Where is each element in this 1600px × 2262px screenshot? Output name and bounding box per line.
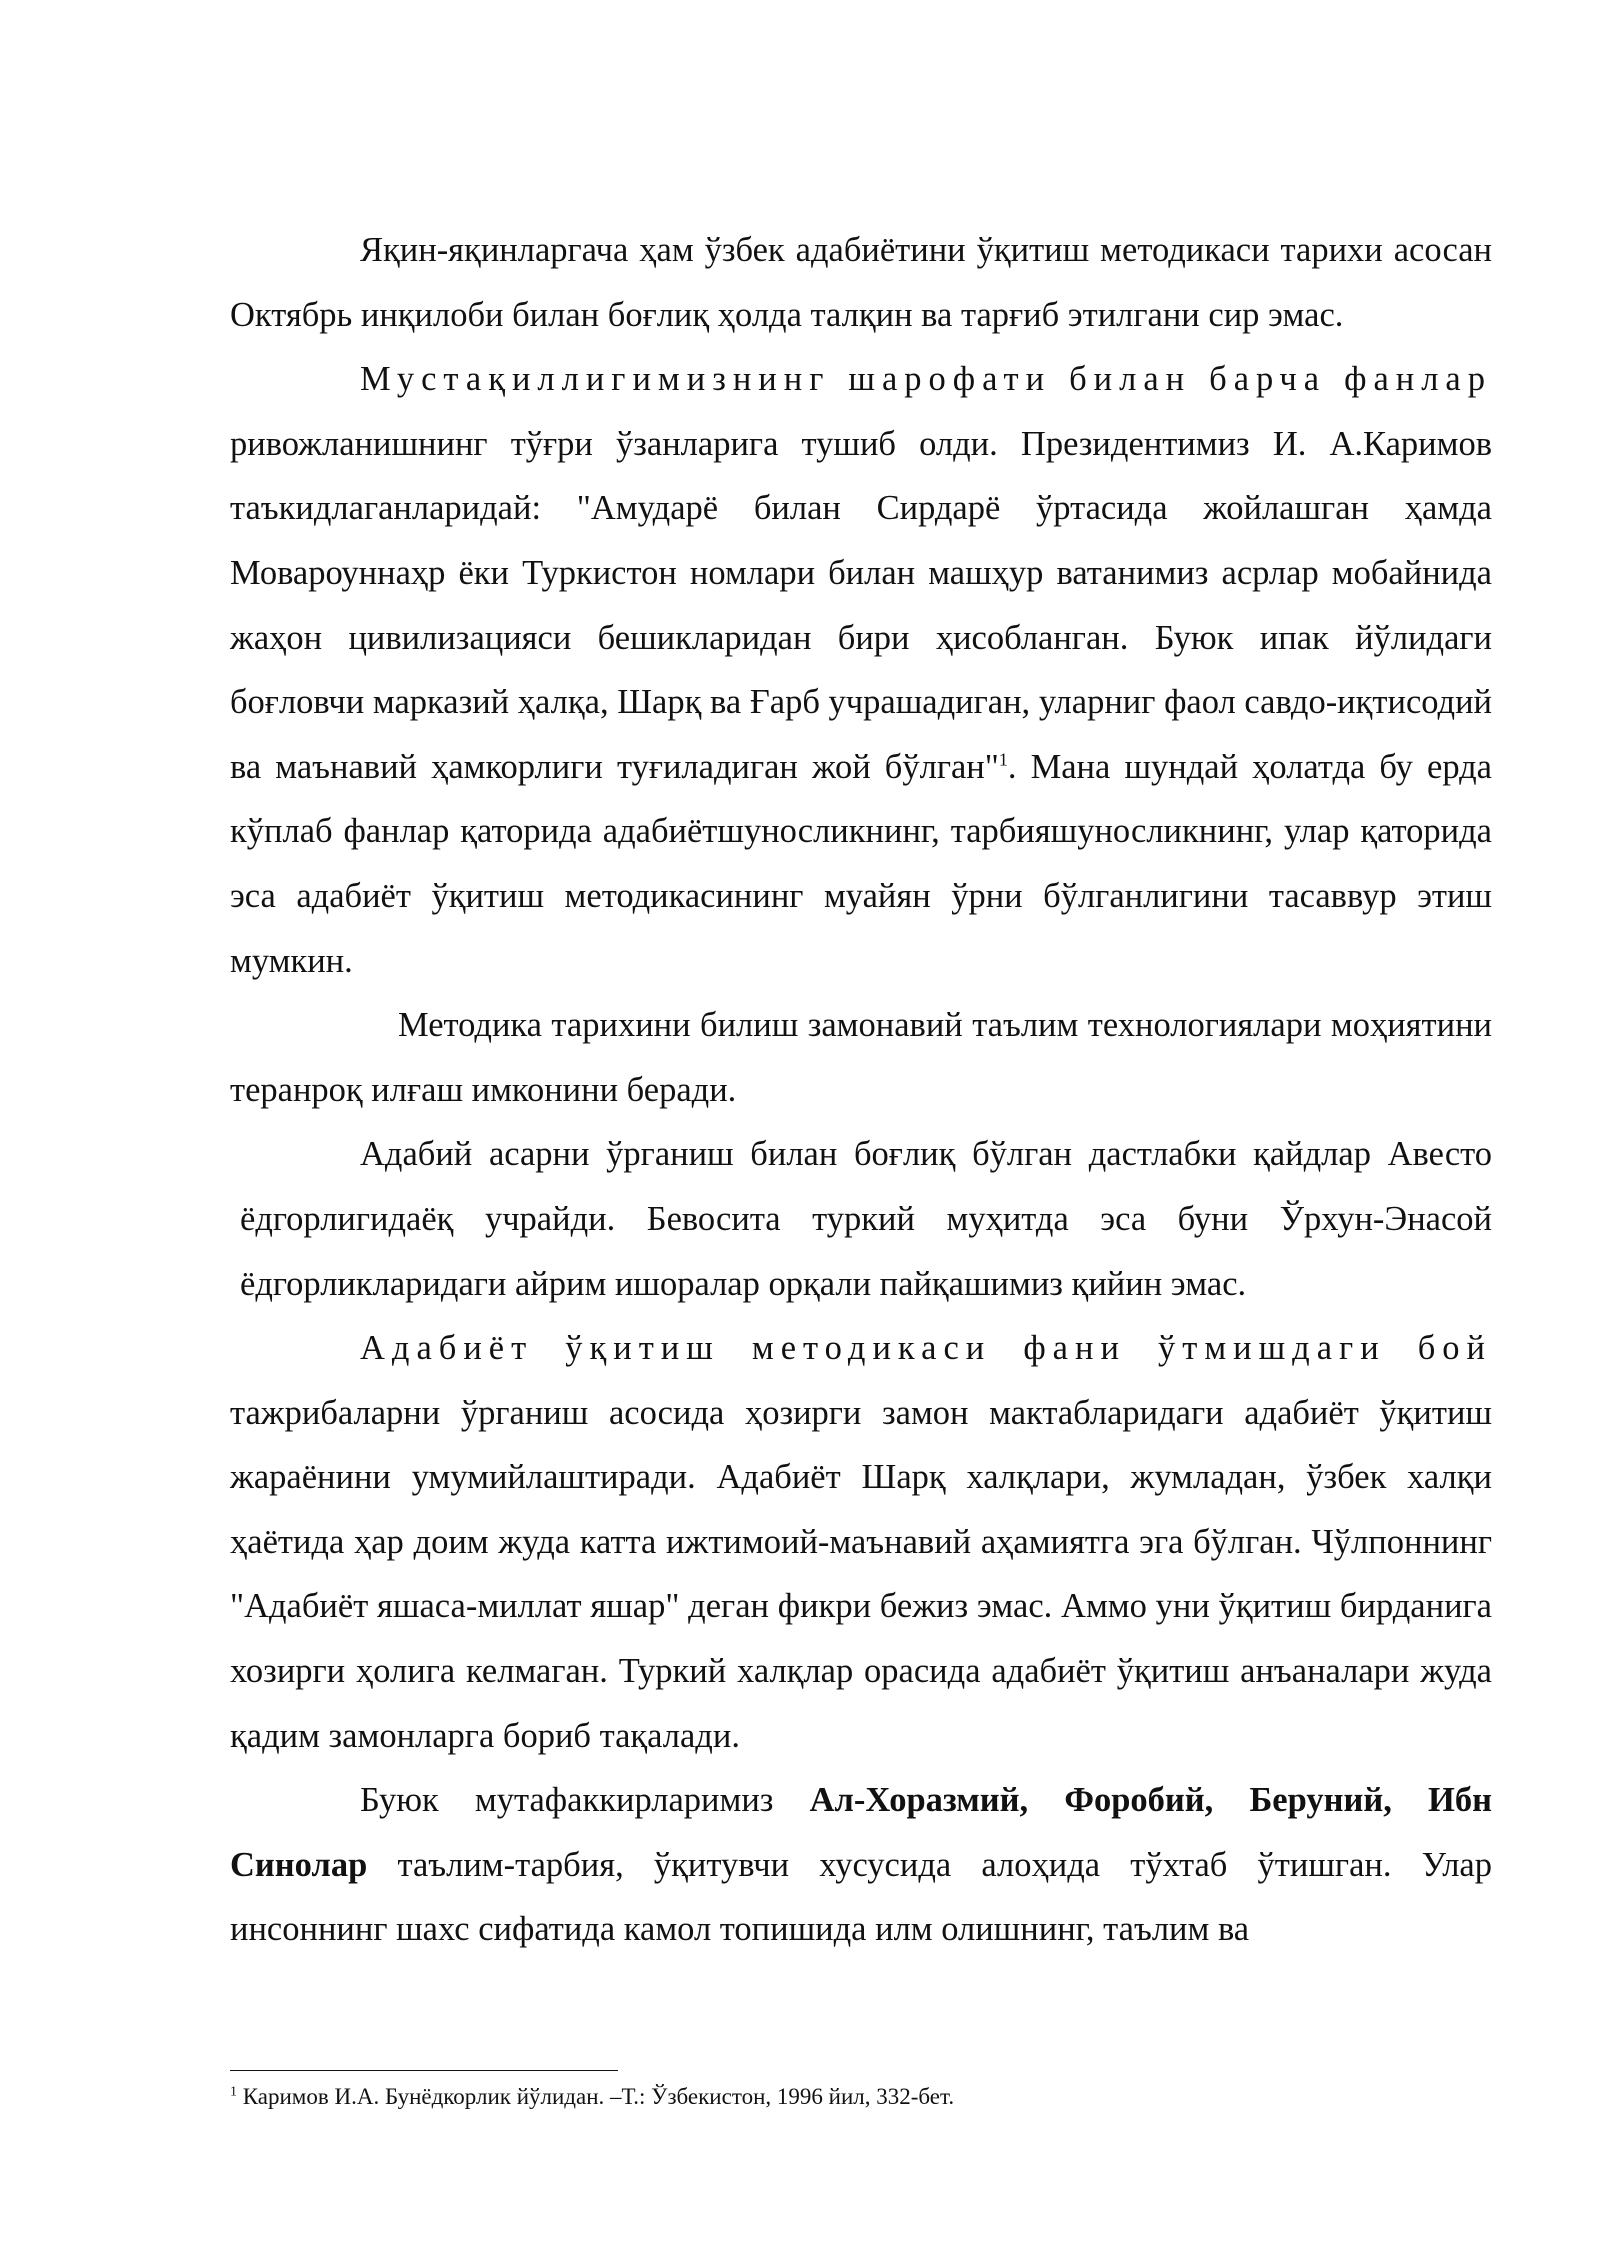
footnote-text: Каримов И.А. Бунёдкорлик йўлидан. –Т.: Ўзбекистон, 1996 йил, 332-бет. — [237, 2084, 955, 2109]
paragraph-4-text: Адабий асарни ўрганиш билан боғлиқ бўлган дастлабки қайдлар Авесто ёдгорлигидаёқ учрайди. Бевосита туркий муҳитда эса буни Ўрхун-Энасой ёдгорликларидаги айрим ишоралар орқали пайқашимиз қийин эмас. — [240, 1135, 1492, 1303]
paragraph-2-text-cont: . Мана шундай ҳолатда бу ерда кўплаб фанлар қаторида адабиётшуносликнинг, тарбияшуносликнинг, улар қаторида эса адабиёт ўқитиш методикасининг муайян ўрни бўлганлигини тасаввур этиш мумкин. — [230, 747, 1492, 980]
paragraph-4 — [230, 1122, 1492, 1316]
paragraph-5-lead: Адабиёт ўқитиш методикаси фани ўтмишдаги бой — [360, 1329, 1492, 1368]
paragraph-3 — [230, 993, 1492, 1122]
paragraph-6 — [230, 1768, 1492, 1962]
paragraph-2-lead: Мустақиллигимизнинг шарофати билан барча фанлар — [360, 360, 1492, 399]
paragraph-6-bold-names: Ал-Хоразмий, Форобий, Беруний, Ибн Синолар — [230, 1781, 1492, 1884]
body-text — [230, 218, 1492, 1962]
footnote-reference[interactable]: 1 — [998, 749, 1008, 770]
paragraph-5-text: тажрибаларни ўрганиш асосида ҳозирги замон мактабларидаги адабиёт ўқитиш жараёнини умумийлаштиради. Адабиёт Шарқ халқлари, жумладан, ўзбек халқи ҳаётида ҳар доим жуда катта ижтимоий-маънавий аҳамиятга эга бўлган. Чўлпоннинг "Адабиёт яшаса-миллат яшар" деган фикри бежиз эмас. Аммо уни ўқитиш бирданига хозирги ҳолига келмаган. Туркий халқлар орасида адабиёт ўқитиш анъаналари жуда қадим замонларга бориб тақалади. — [230, 1393, 1492, 1755]
paragraph-6-text: Буюк мутафаккирларимиз — [360, 1781, 810, 1820]
paragraph-1 — [230, 218, 1492, 347]
paragraph-5 — [230, 1316, 1492, 1768]
paragraph-3-text: Методика тарихини билиш замонавий таълим технологиялари моҳиятини теранроқ илғаш имконини беради. — [230, 1006, 1492, 1109]
paragraph-2 — [230, 347, 1492, 993]
footnote-mark: 1 — [230, 2084, 237, 2100]
paragraph-2-text: ривожланишнинг тўғри ўзанларига тушиб олди. Президентимиз И. А.Каримов таъкидлаганларидай: "Амударё билан Сирдарё ўртасида жойлашган ҳамда Мовароуннаҳр ёки Туркистон номлари билан машҳур ватанимиз асрлар мобайнида жаҳон цивилизацияси бешикларидан бири ҳисобланган. Буюк ипак йўлидаги боғловчи марказий ҳалқа, Шарқ ва Ғарб учрашадиган, уларниг фаол савдо-иқтисодий ва маънавий ҳамкорлиги туғиладиган жой бўлган" — [230, 424, 1492, 786]
footnote — [230, 2082, 954, 2112]
paragraph-1-text: Яқин-яқинларгача ҳам ўзбек адабиётини ўқитиш методикаси тарихи асосан Октябрь инқилоби билан боғлиқ ҳолда талқин ва тарғиб этилгани сир эмас. — [230, 231, 1492, 334]
paragraph-6-text-cont: таълим-тарбия, ўқитувчи хусусида алоҳида тўхтаб ўтишган. Улар инсоннинг шахс сифатида камол топишида илм олишнинг, таълим ва — [230, 1845, 1492, 1949]
footnote-separator — [230, 2070, 618, 2071]
